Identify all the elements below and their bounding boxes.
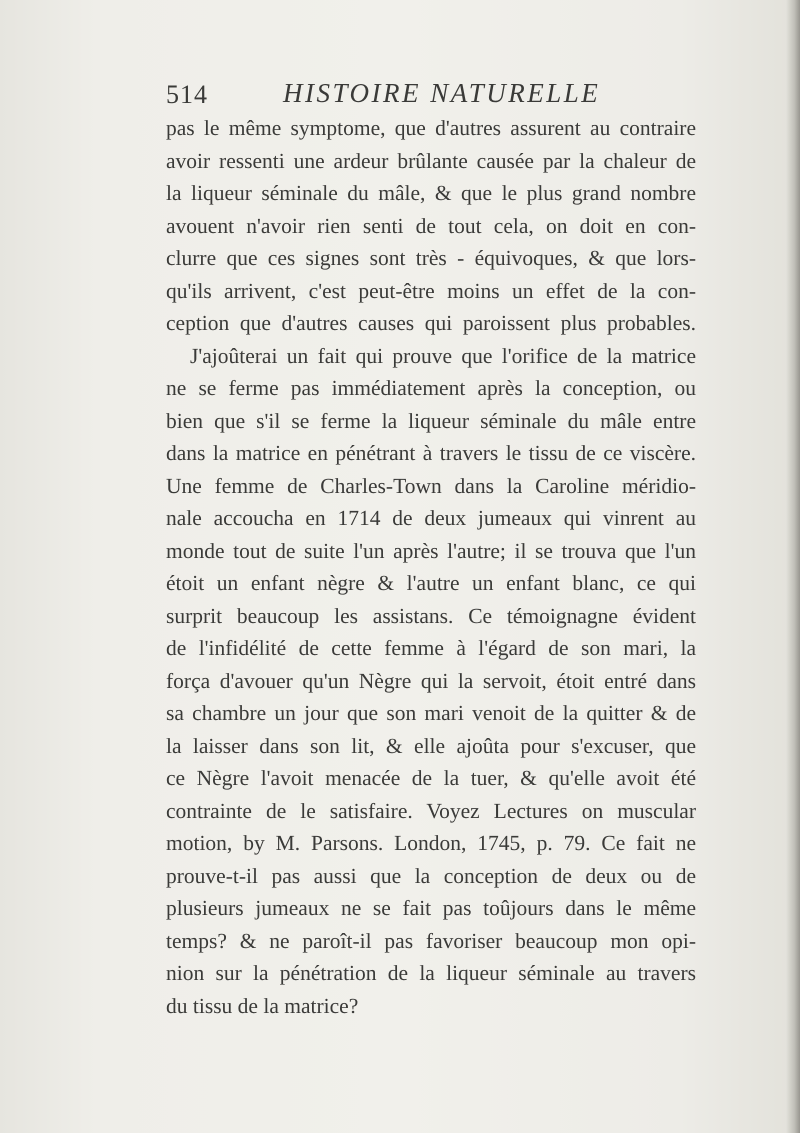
text-line: sa chambre un jour que son mari venoit de la quitter & de [166,701,696,725]
text-line: J'ajoûterai un fait qui prouve que l'orifice de la matrice [190,343,696,368]
text-line: contrainte de le satisfaire. Voyez Lectures on muscular [166,798,696,823]
text-line: la liqueur séminale du mâle, & que le plus grand nombre [166,181,696,205]
page-edge-shadow [786,0,800,1133]
text-line: força d'avouer qu'un Nègre qui la servoit, étoit entré dans [166,668,696,693]
text-line: étoit un enfant nègre & l'autre un enfant blanc, ce qui [166,571,696,595]
body-text [166,112,696,1022]
text-line: surprit beaucoup les assistans. Ce témoignagne évident [166,603,696,628]
text-line: ce Nègre l'avoit menacée de la tuer, & qu'elle avoit été [166,766,696,790]
text-line: qu'ils arrivent, c'est peut-être moins un effet de la con- [166,278,696,303]
text-line: ception que d'autres causes qui paroissent plus probables. [166,311,696,335]
text-line: avoir ressenti une ardeur brûlante causée par la chaleur de [166,148,696,173]
text-line: motion, by M. Parsons. London, 1745, p. 79. Ce fait ne [166,831,696,855]
running-title: HISTOIRE NATURELLE [283,78,601,108]
page-header [166,72,726,112]
text-line: nale accoucha en 1714 de deux jumeaux qui vinrent au [166,506,696,530]
text-line: bien que s'il se ferme la liqueur séminale du mâle entre [166,408,696,433]
text-line: plusieurs jumeaux ne se fait pas toûjours dans le même [166,896,696,920]
text-line: prouve-t-il pas aussi que la conception de deux ou de [166,863,696,888]
text-line: temps? & ne paroît-il pas favoriser beaucoup mon opi- [166,928,696,953]
text-line: du tissu de la matrice? [166,993,359,1018]
text-line: de l'infidélité de cette femme à l'égard de son mari, la [166,636,696,660]
text-line: ne se ferme pas immédiatement après la conception, ou [166,376,696,400]
text-line: la laisser dans son lit, & elle ajoûta pour s'excuser, que [166,733,696,758]
text-line: monde tout de suite l'un après l'autre; il se trouva que l'un [166,538,696,563]
text-line: Une femme de Charles-Town dans la Caroline méridio- [166,473,696,498]
text-line: dans la matrice en pénétrant à travers le tissu de ce viscère. [166,441,696,465]
text-line: avouent n'avoir rien senti de tout cela, on doit en con- [166,213,696,238]
text-line: pas le même symptome, que d'autres assurent au contraire [166,116,696,140]
page-number: 514 [166,80,208,109]
text-line: clurre que ces signes sont très - équivoques, & que lors- [166,246,696,270]
text-line: nion sur la pénétration de la liqueur séminale au travers [166,961,696,985]
